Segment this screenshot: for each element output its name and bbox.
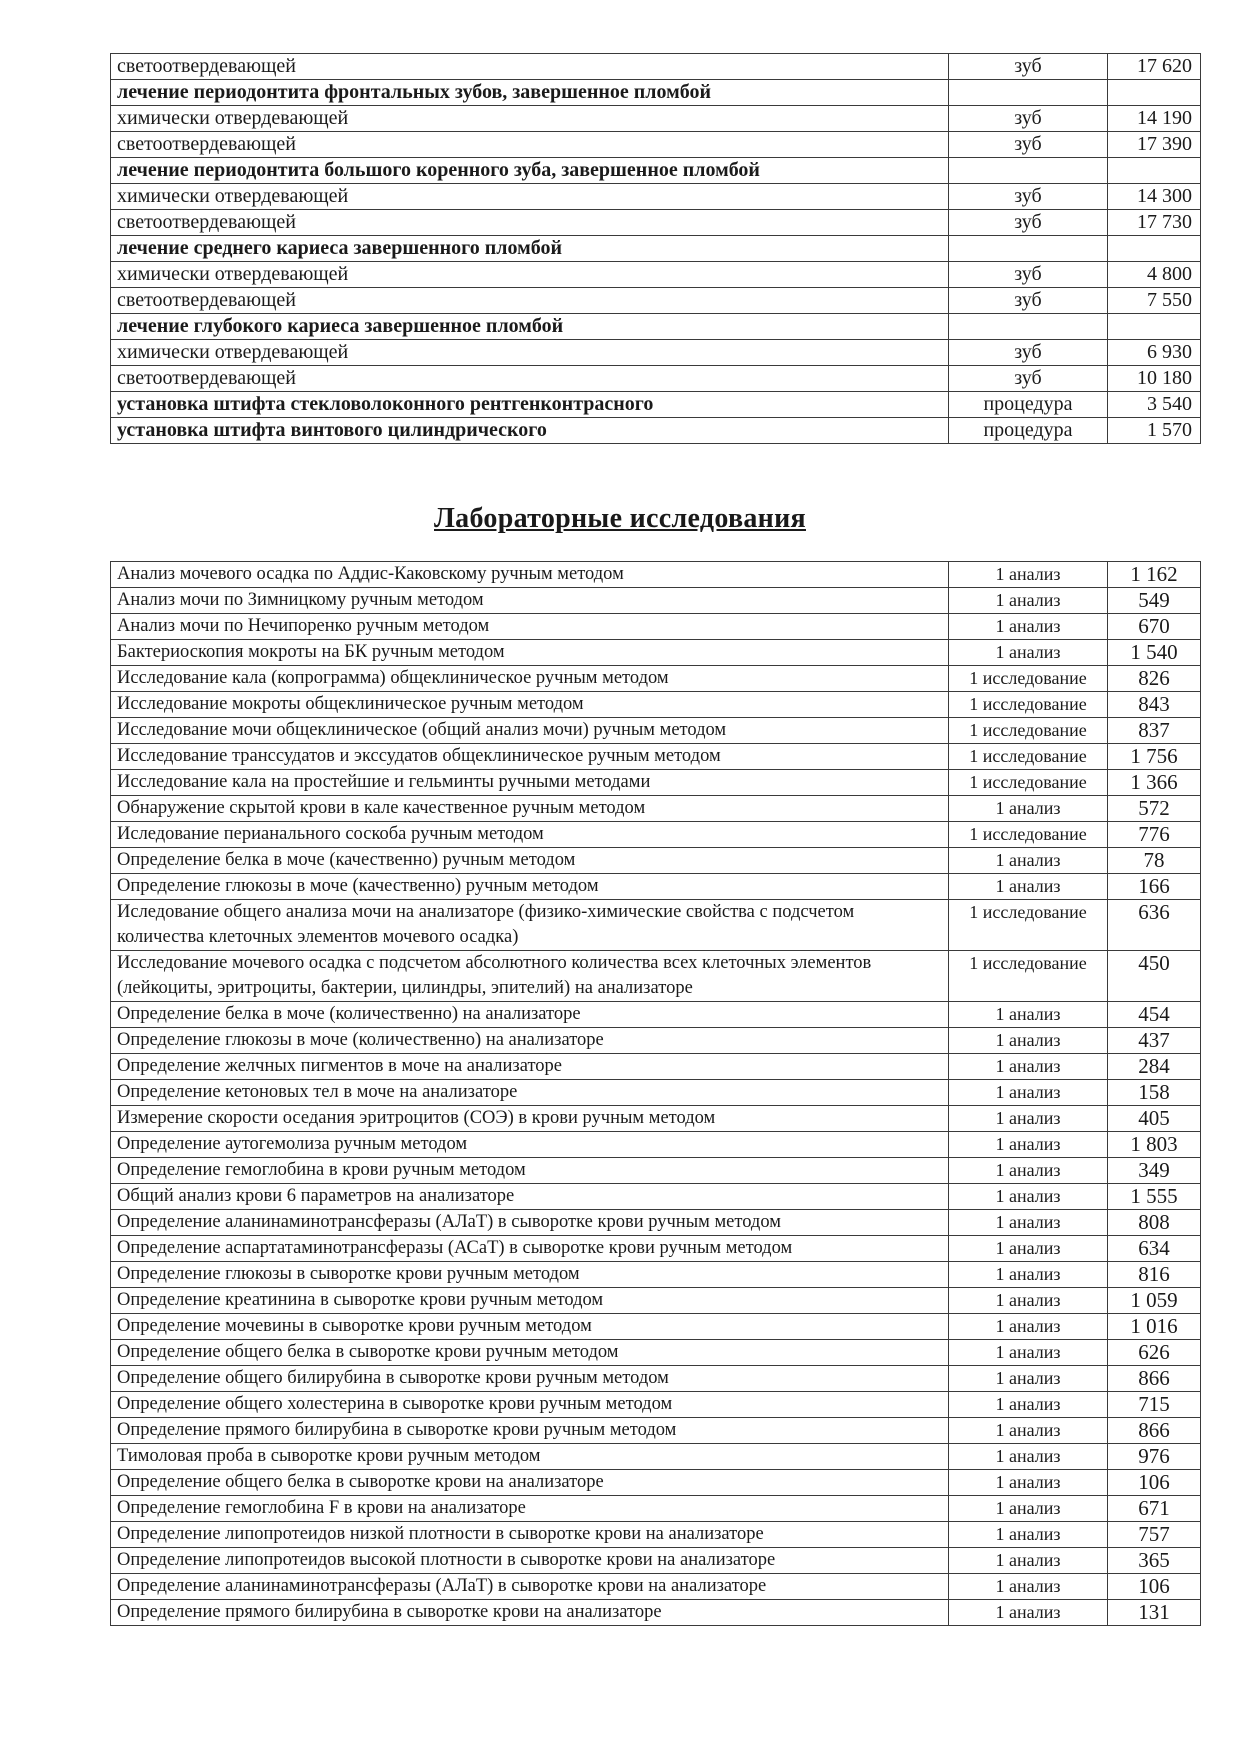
table-row (111, 210, 1201, 236)
price-cell: 17 730 (1108, 210, 1201, 236)
service-name-cell: Определение общего белка в сыворотке крови ручным методом (111, 1340, 949, 1366)
service-name-cell: Исследование кала на простейшие и гельминты ручными методами (111, 770, 949, 796)
table-row (111, 640, 1201, 666)
unit-cell: 1 исследование (949, 822, 1108, 848)
service-name-cell: установка штифта стекловолоконного рентгенконтрасного (111, 392, 949, 418)
unit-cell: 1 анализ (949, 1262, 1108, 1288)
service-name-cell: Исследование транссудатов и экссудатов общеклиническое ручным методом (111, 744, 949, 770)
unit-cell: зуб (949, 366, 1108, 392)
price-cell (1108, 158, 1201, 184)
service-name-cell: Тимоловая проба в сыворотке крови ручным методом (111, 1444, 949, 1470)
service-name-cell: Определение прямого билирубина в сыворотке крови ручным методом (111, 1418, 949, 1444)
price-cell: 634 (1108, 1236, 1201, 1262)
table-row (111, 1158, 1201, 1184)
service-name-cell: Определение глюкозы в моче (количественно) на анализаторе (111, 1028, 949, 1054)
unit-cell: зуб (949, 340, 1108, 366)
service-name-cell: Определение гемоглобина в крови ручным методом (111, 1158, 949, 1184)
service-name-cell: Определение общего белка в сыворотке крови на анализаторе (111, 1470, 949, 1496)
table-row (111, 1184, 1201, 1210)
price-cell: 826 (1108, 666, 1201, 692)
price-cell: 976 (1108, 1444, 1201, 1470)
service-name-cell: светоотвердевающей (111, 288, 949, 314)
price-cell (1108, 314, 1201, 340)
price-cell: 715 (1108, 1392, 1201, 1418)
table-row (111, 106, 1201, 132)
service-name-cell: Бактериоскопия мокроты на БК ручным методом (111, 640, 949, 666)
table-row (111, 848, 1201, 874)
unit-cell: зуб (949, 262, 1108, 288)
table-row (111, 1288, 1201, 1314)
unit-cell: процедура (949, 418, 1108, 444)
service-name-cell: Иследование перианального соскоба ручным методом (111, 822, 949, 848)
service-name-cell: химически отвердевающей (111, 340, 949, 366)
unit-cell: 1 анализ (949, 1314, 1108, 1340)
price-cell: 450 (1108, 951, 1201, 1002)
unit-cell: 1 анализ (949, 1132, 1108, 1158)
price-cell: 670 (1108, 614, 1201, 640)
unit-cell (949, 236, 1108, 262)
unit-cell: 1 исследование (949, 718, 1108, 744)
price-cell: 14 190 (1108, 106, 1201, 132)
service-name-cell: Анализ мочи по Нечипоренко ручным методом (111, 614, 949, 640)
service-name-cell: Определение гемоглобина F в крови на анализаторе (111, 1496, 949, 1522)
service-name-cell: Определение глюкозы в моче (качественно) ручным методом (111, 874, 949, 900)
table-row (111, 1106, 1201, 1132)
lab-price-table (110, 561, 1201, 1626)
service-name-cell: установка штифта винтового цилиндрического (111, 418, 949, 444)
service-name-cell: Исследование мокроты общеклиническое ручным методом (111, 692, 949, 718)
service-name-cell: Определение аутогемолиза ручным методом (111, 1132, 949, 1158)
unit-cell: 1 анализ (949, 1548, 1108, 1574)
table-row (111, 1132, 1201, 1158)
unit-cell: 1 анализ (949, 1106, 1108, 1132)
table-row (111, 1366, 1201, 1392)
unit-cell: 1 исследование (949, 951, 1108, 1002)
price-cell: 1 059 (1108, 1288, 1201, 1314)
unit-cell: 1 анализ (949, 1444, 1108, 1470)
price-cell: 17 620 (1108, 54, 1201, 80)
service-name-cell: Исследование мочи общеклиническое (общий анализ мочи) ручным методом (111, 718, 949, 744)
service-name-cell: Исследование мочевого осадка с подсчетом абсолютного количества всех клеточных элементов (лейкоциты, эритроциты, бактерии, цилиндры, эпителий) на анализаторе (111, 951, 949, 1002)
price-cell: 6 930 (1108, 340, 1201, 366)
service-name-cell: Определение аланинаминотрансферазы (АЛаТ) в сыворотке крови ручным методом (111, 1210, 949, 1236)
price-cell: 1 366 (1108, 770, 1201, 796)
price-cell: 1 756 (1108, 744, 1201, 770)
table-row (111, 1340, 1201, 1366)
price-cell: 454 (1108, 1002, 1201, 1028)
unit-cell: 1 анализ (949, 1470, 1108, 1496)
price-cell: 78 (1108, 848, 1201, 874)
service-name-cell: Определение аланинаминотрансферазы (АЛаТ) в сыворотке крови на анализаторе (111, 1574, 949, 1600)
service-name-cell: Определение белка в моче (качественно) ручным методом (111, 848, 949, 874)
table-row (111, 392, 1201, 418)
price-cell: 405 (1108, 1106, 1201, 1132)
table-row (111, 1262, 1201, 1288)
price-cell: 284 (1108, 1054, 1201, 1080)
lab-section-title: Лабораторные исследования (434, 503, 806, 534)
price-cell: 17 390 (1108, 132, 1201, 158)
price-cell: 837 (1108, 718, 1201, 744)
price-cell: 365 (1108, 1548, 1201, 1574)
table-row (111, 1522, 1201, 1548)
price-cell: 4 800 (1108, 262, 1201, 288)
table-row (111, 562, 1201, 588)
service-name-cell: светоотвердевающей (111, 210, 949, 236)
service-name-cell: Определение белка в моче (количественно) на анализаторе (111, 1002, 949, 1028)
unit-cell: 1 анализ (949, 796, 1108, 822)
price-cell: 1 803 (1108, 1132, 1201, 1158)
price-cell: 816 (1108, 1262, 1201, 1288)
unit-cell: 1 исследование (949, 744, 1108, 770)
service-name-cell: лечение среднего кариеса завершенного пломбой (111, 236, 949, 262)
unit-cell: 1 исследование (949, 770, 1108, 796)
service-name-cell: лечение периодонтита фронтальных зубов, завершенное пломбой (111, 80, 949, 106)
service-name-cell: Определение липопротеидов низкой плотности в сыворотке крови на анализаторе (111, 1522, 949, 1548)
unit-cell: 1 анализ (949, 1288, 1108, 1314)
service-name-cell: лечение периодонтита большого коренного зуба, завершенное пломбой (111, 158, 949, 184)
unit-cell: 1 анализ (949, 848, 1108, 874)
unit-cell: зуб (949, 54, 1108, 80)
price-cell: 1 162 (1108, 562, 1201, 588)
table-row (111, 236, 1201, 262)
service-name-cell: Определение креатинина в сыворотке крови ручным методом (111, 1288, 949, 1314)
price-cell: 158 (1108, 1080, 1201, 1106)
table-row (111, 796, 1201, 822)
table-row (111, 288, 1201, 314)
price-cell: 1 555 (1108, 1184, 1201, 1210)
price-cell: 757 (1108, 1522, 1201, 1548)
table-row (111, 874, 1201, 900)
price-cell: 131 (1108, 1600, 1201, 1626)
service-name-cell: светоотвердевающей (111, 366, 949, 392)
unit-cell (949, 158, 1108, 184)
service-name-cell: Общий анализ крови 6 параметров на анализаторе (111, 1184, 949, 1210)
table-row (111, 1080, 1201, 1106)
price-cell: 776 (1108, 822, 1201, 848)
unit-cell: 1 исследование (949, 692, 1108, 718)
dental-price-table (110, 53, 1201, 444)
table-row (111, 184, 1201, 210)
unit-cell: 1 анализ (949, 1340, 1108, 1366)
unit-cell: 1 анализ (949, 562, 1108, 588)
service-name-cell: Определение липопротеидов высокой плотности в сыворотке крови на анализаторе (111, 1548, 949, 1574)
service-name-cell: Определение общего билирубина в сыворотке крови ручным методом (111, 1366, 949, 1392)
table-row (111, 262, 1201, 288)
service-name-cell: Определение мочевины в сыворотке крови ручным методом (111, 1314, 949, 1340)
table-row (111, 158, 1201, 184)
price-cell: 106 (1108, 1470, 1201, 1496)
table-row (111, 718, 1201, 744)
service-name-cell: лечение глубокого кариеса завершенное пломбой (111, 314, 949, 340)
unit-cell: 1 анализ (949, 640, 1108, 666)
table-row (111, 822, 1201, 848)
price-cell (1108, 236, 1201, 262)
unit-cell: 1 анализ (949, 1600, 1108, 1626)
table-row (111, 1002, 1201, 1028)
table-row (111, 1548, 1201, 1574)
price-cell: 3 540 (1108, 392, 1201, 418)
price-cell: 808 (1108, 1210, 1201, 1236)
price-cell: 626 (1108, 1340, 1201, 1366)
table-row (111, 54, 1201, 80)
unit-cell: 1 анализ (949, 588, 1108, 614)
price-cell: 166 (1108, 874, 1201, 900)
unit-cell: 1 анализ (949, 1028, 1108, 1054)
unit-cell: 1 анализ (949, 1496, 1108, 1522)
price-cell: 572 (1108, 796, 1201, 822)
price-cell: 866 (1108, 1418, 1201, 1444)
price-cell: 843 (1108, 692, 1201, 718)
service-name-cell: Измерение скорости оседания эритроцитов (СОЭ) в крови ручным методом (111, 1106, 949, 1132)
price-cell: 866 (1108, 1366, 1201, 1392)
service-name-cell: Определение общего холестерина в сыворотке крови ручным методом (111, 1392, 949, 1418)
price-cell: 10 180 (1108, 366, 1201, 392)
unit-cell: зуб (949, 210, 1108, 236)
table-row (111, 951, 1201, 1002)
service-name-cell: Иследование общего анализа мочи на анализаторе (физико-химические свойства с подсчетом количества клеточных элементов мочевого осадка) (111, 900, 949, 951)
service-name-cell: Определение глюкозы в сыворотке крови ручным методом (111, 1262, 949, 1288)
price-cell: 1 540 (1108, 640, 1201, 666)
unit-cell: зуб (949, 184, 1108, 210)
table-row (111, 666, 1201, 692)
table-row (111, 744, 1201, 770)
price-cell: 671 (1108, 1496, 1201, 1522)
service-name-cell: Анализ мочи по Зимницкому ручным методом (111, 588, 949, 614)
price-cell (1108, 80, 1201, 106)
unit-cell: 1 анализ (949, 1002, 1108, 1028)
price-cell: 437 (1108, 1028, 1201, 1054)
unit-cell: 1 анализ (949, 614, 1108, 640)
price-cell: 1 570 (1108, 418, 1201, 444)
table-row (111, 1392, 1201, 1418)
table-row (111, 1574, 1201, 1600)
service-name-cell: Определение прямого билирубина в сыворотке крови на анализаторе (111, 1600, 949, 1626)
table-row (111, 1600, 1201, 1626)
table-row (111, 366, 1201, 392)
price-cell: 14 300 (1108, 184, 1201, 210)
table-row (111, 1444, 1201, 1470)
table-row (111, 1210, 1201, 1236)
price-cell: 7 550 (1108, 288, 1201, 314)
unit-cell (949, 314, 1108, 340)
unit-cell: 1 анализ (949, 1236, 1108, 1262)
service-name-cell: химически отвердевающей (111, 106, 949, 132)
unit-cell: 1 анализ (949, 874, 1108, 900)
price-cell: 1 016 (1108, 1314, 1201, 1340)
unit-cell: 1 анализ (949, 1080, 1108, 1106)
service-name-cell: Определение аспартатаминотрансферазы (АСаТ) в сыворотке крови ручным методом (111, 1236, 949, 1262)
unit-cell: зуб (949, 288, 1108, 314)
table-row (111, 1314, 1201, 1340)
table-row (111, 80, 1201, 106)
table-row (111, 770, 1201, 796)
service-name-cell: химически отвердевающей (111, 262, 949, 288)
service-name-cell: Определение желчных пигментов в моче на анализаторе (111, 1054, 949, 1080)
table-row (111, 588, 1201, 614)
unit-cell: 1 анализ (949, 1054, 1108, 1080)
unit-cell: 1 анализ (949, 1184, 1108, 1210)
unit-cell: 1 анализ (949, 1158, 1108, 1184)
service-name-cell: светоотвердевающей (111, 54, 949, 80)
unit-cell: зуб (949, 132, 1108, 158)
unit-cell: 1 исследование (949, 666, 1108, 692)
price-cell: 106 (1108, 1574, 1201, 1600)
table-row (111, 132, 1201, 158)
unit-cell: 1 исследование (949, 900, 1108, 951)
table-row (111, 1496, 1201, 1522)
table-row (111, 418, 1201, 444)
unit-cell: 1 анализ (949, 1574, 1108, 1600)
table-row (111, 1418, 1201, 1444)
price-cell: 636 (1108, 900, 1201, 951)
service-name-cell: Обнаружение скрытой крови в кале качественное ручным методом (111, 796, 949, 822)
service-name-cell: Исследование кала (копрограмма) общеклиническое ручным методом (111, 666, 949, 692)
price-cell: 349 (1108, 1158, 1201, 1184)
unit-cell: 1 анализ (949, 1418, 1108, 1444)
price-cell: 549 (1108, 588, 1201, 614)
unit-cell: 1 анализ (949, 1392, 1108, 1418)
table-row (111, 614, 1201, 640)
unit-cell: процедура (949, 392, 1108, 418)
table-row (111, 1236, 1201, 1262)
table-row (111, 340, 1201, 366)
table-row (111, 314, 1201, 340)
service-name-cell: химически отвердевающей (111, 184, 949, 210)
service-name-cell: Определение кетоновых тел в моче на анализаторе (111, 1080, 949, 1106)
table-row (111, 900, 1201, 951)
service-name-cell: Анализ мочевого осадка по Аддис-Каковскому ручным методом (111, 562, 949, 588)
service-name-cell: светоотвердевающей (111, 132, 949, 158)
unit-cell: 1 анализ (949, 1522, 1108, 1548)
unit-cell: 1 анализ (949, 1366, 1108, 1392)
table-row (111, 1054, 1201, 1080)
table-row (111, 1028, 1201, 1054)
table-row (111, 1470, 1201, 1496)
unit-cell: зуб (949, 106, 1108, 132)
table-row (111, 692, 1201, 718)
unit-cell (949, 80, 1108, 106)
unit-cell: 1 анализ (949, 1210, 1108, 1236)
